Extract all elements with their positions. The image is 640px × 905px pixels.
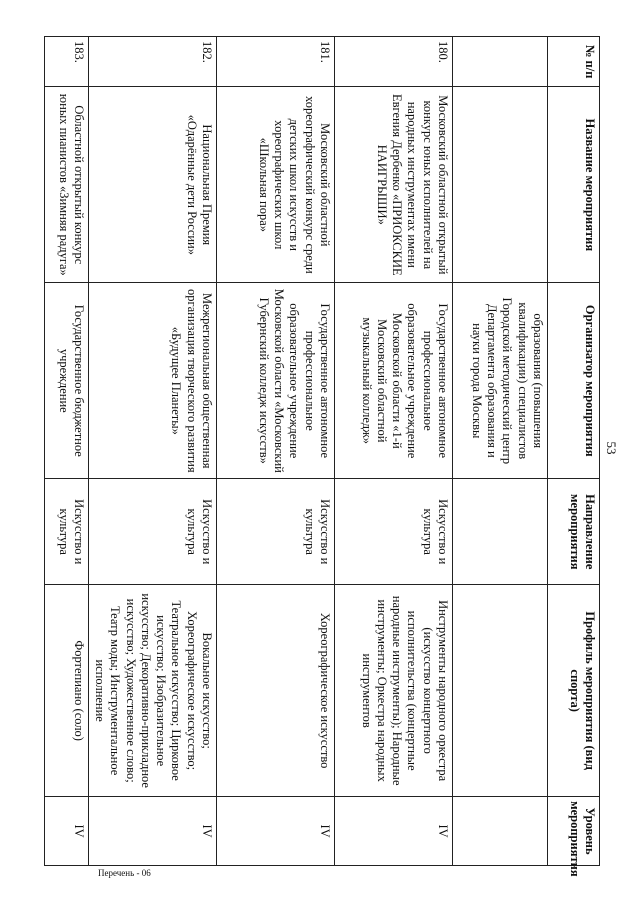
cell-profile: Вокальное искусство; Хореографическое искусство; Театральное искусство; Цирковое искусство; Изобразительное искусство; Декоративно-прикладное искусство; Художественное слово; Театр моды; Инструментальное исполнение [89, 585, 217, 797]
cell-level [453, 797, 548, 866]
table-row [335, 37, 453, 866]
cell-name: Областной открытый конкурс юных пианистов «Зимняя радуга» [45, 87, 89, 283]
cell-organizer: образования (повышения квалификации) специалистов Городской методический центр Департамента образования и науки города Москвы [453, 283, 548, 479]
header-organizer: Организатор мероприятия [548, 283, 600, 479]
cell-num: 181. [217, 37, 335, 87]
cell-name: Московский областной открытый конкурс юных исполнителей на народных инструментах имени Евгения Дербенко «ПРИОКСКИЕ НАИГРЫШИ» [335, 87, 453, 283]
cell-level: IV [89, 797, 217, 866]
cell-num: 180. [335, 37, 453, 87]
cell-organizer: Государственное бюджетное учреждение [45, 283, 89, 479]
cell-level: IV [217, 797, 335, 866]
cell-name: Московский областной хореографический конкурс среди детских школ искусств и хореографических школ «Школьная пора» [217, 87, 335, 283]
cell-direction: Искусство и культура [45, 479, 89, 585]
cell-level: IV [45, 797, 89, 866]
cell-direction: Искусство и культура [89, 479, 217, 585]
cell-name: Национальная Премия «Одарённые дети России» [89, 87, 217, 283]
header-level: Уровень мероприятия [548, 797, 600, 866]
cell-level: IV [335, 797, 453, 866]
cell-organizer: Государственное автономное профессиональное образовательное учреждение Московской области «1-й Московский областной музыкальный колледж» [335, 283, 453, 479]
cell-num: 183. [45, 37, 89, 87]
header-direction: Направление мероприятия [548, 479, 600, 585]
cell-profile: Хореографическое искусство [217, 585, 335, 797]
continuation-row [453, 37, 548, 866]
page-number: 53 [604, 441, 619, 455]
table-row [217, 37, 335, 866]
cell-direction: Искусство и культура [335, 479, 453, 585]
cell-direction: Искусство и культура [217, 479, 335, 585]
cell-profile: Фортепиано (соло) [45, 585, 89, 797]
cell-organizer: Межрегиональная общественная организация творческого развития «Будущее Планеты» [89, 283, 217, 479]
cell-profile: Инструменты народного оркестра (искусство концертного исполнительства (концертные народные инструменты); Народные инструменты; Оркестра народных инструментов [335, 585, 453, 797]
table-row [45, 37, 89, 866]
cell-direction [453, 479, 548, 585]
header-profile: Профиль мероприятия (вид спорта) [548, 585, 600, 797]
table-row [89, 37, 217, 866]
cell-organizer: Государственное автономное профессиональное образовательное учреждение Московской области «Московский Губернский колледж искусств» [217, 283, 335, 479]
header-name: Название мероприятия [548, 87, 600, 283]
cell-name [453, 87, 548, 283]
header-row [548, 37, 600, 866]
cell-profile [453, 585, 548, 797]
cell-num: 182. [89, 37, 217, 87]
cell-num [453, 37, 548, 87]
footer-label: Перечень - 06 [98, 868, 151, 878]
header-num: № п/п [548, 37, 600, 87]
